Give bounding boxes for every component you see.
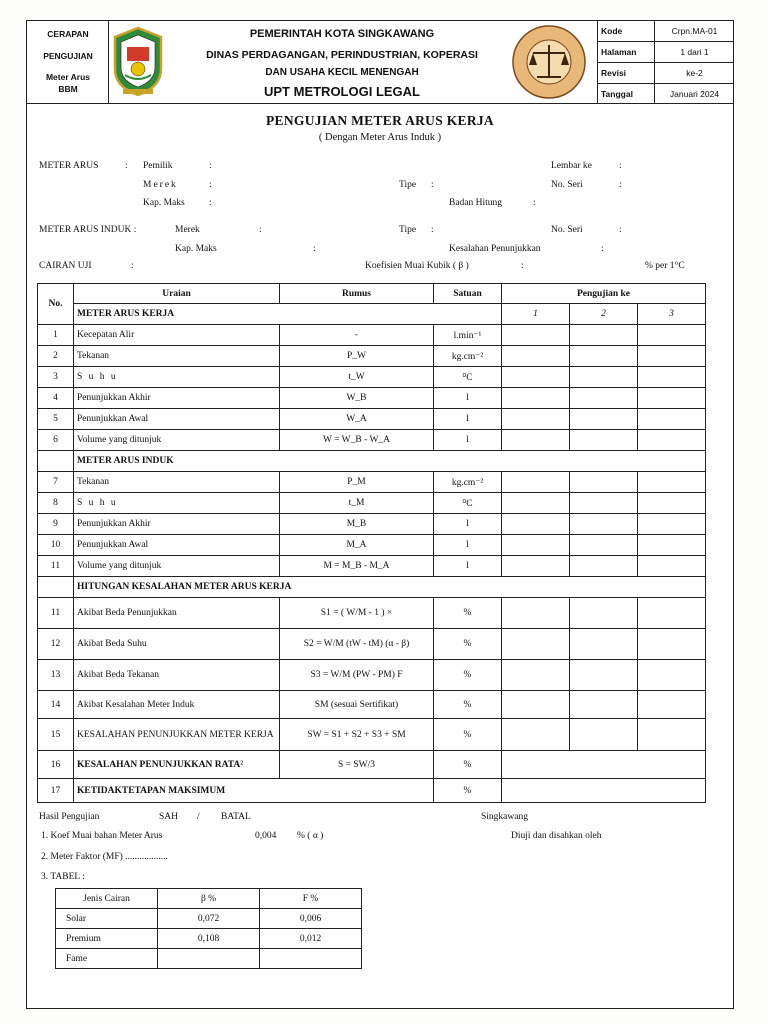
- colon: :: [533, 198, 536, 208]
- sah-option[interactable]: SAH: [159, 812, 179, 822]
- merek-label: Merek: [143, 180, 178, 190]
- cell-trial-3[interactable]: [638, 629, 706, 660]
- kesalahan-penunjukkan-label: Kesalahan Penunjukkan: [449, 244, 541, 254]
- row-uraian: Volume yang ditunjuk: [74, 556, 280, 577]
- row-rumus: W_A: [280, 409, 434, 430]
- fluid-header: F %: [260, 889, 362, 909]
- row-uraian: Volume yang ditunjuk: [74, 430, 280, 451]
- fluid-beta: 0,108: [158, 929, 260, 949]
- form-type-box: [27, 21, 109, 103]
- row-rumus: S = SW/3: [280, 751, 434, 779]
- cell-trial-1[interactable]: [502, 556, 570, 577]
- row-satuan: %: [434, 598, 502, 629]
- cell-trial-3[interactable]: [638, 388, 706, 409]
- cell-trial-3[interactable]: [638, 660, 706, 691]
- row-rumus: S2 = W/M (tW - tM) (α - β): [280, 629, 434, 660]
- section-meter-arus-kerja: METER ARUS KERJA: [74, 304, 502, 325]
- table-row: [38, 325, 706, 346]
- organization-block: [177, 21, 507, 103]
- page-title: PENGUJIAN METER ARUS KERJA: [266, 113, 494, 128]
- row-satuan: ⁰C: [434, 493, 502, 514]
- row-rumus: t_W: [280, 367, 434, 388]
- row-uraian: Tekanan: [74, 346, 280, 367]
- row-rumus: P_M: [280, 472, 434, 493]
- test-table: [37, 283, 706, 803]
- table-row: [38, 719, 706, 751]
- row-uraian: Penunjukkan Akhir: [74, 388, 280, 409]
- colon: :: [619, 161, 622, 171]
- meter-arus-induk-label: METER ARUS INDUK :: [39, 225, 137, 235]
- row-no: 6: [38, 430, 74, 451]
- tipe-label: Tipe: [399, 180, 417, 190]
- section-hitungan-kesalahan: HITUNGAN KESALAHAN METER ARUS KERJA: [74, 577, 706, 598]
- meta-key: Halaman: [598, 42, 655, 63]
- kap-maks-label: Kap. Maks: [143, 198, 185, 208]
- table-row: [38, 660, 706, 691]
- row-no: 8: [38, 493, 74, 514]
- row-no: 13: [38, 660, 74, 691]
- row-rumus: SW = S1 + S2 + S3 + SM: [280, 719, 434, 751]
- cell-trial-1[interactable]: [502, 430, 570, 451]
- lembar-ke-label: Lembar ke: [551, 161, 592, 171]
- table-row: [38, 629, 706, 660]
- row-no: 2: [38, 346, 74, 367]
- fluid-name: Fame: [56, 949, 158, 969]
- meta-value: Crpn.MA-01: [655, 21, 735, 42]
- row-rumus: SM (sesuai Sertifikat): [280, 691, 434, 719]
- colon: :: [313, 244, 316, 254]
- trial-1-header: 1: [502, 304, 570, 325]
- cell-trial-2[interactable]: [570, 535, 638, 556]
- cell-trial-3[interactable]: [638, 346, 706, 367]
- cell-trial-3[interactable]: [638, 409, 706, 430]
- tabel-label: 3. TABEL :: [41, 872, 85, 882]
- colon: :: [209, 161, 212, 171]
- cell-trial-1[interactable]: [502, 493, 570, 514]
- row-satuan: l: [434, 388, 502, 409]
- badan-hitung-label: Badan Hitung: [449, 198, 503, 208]
- batal-option[interactable]: BATAL: [221, 812, 251, 822]
- meta-value: ke-2: [655, 63, 735, 84]
- row-satuan: %: [434, 660, 502, 691]
- koef-muai-unit: % ( α ): [297, 831, 324, 841]
- cell-trial-2[interactable]: [570, 629, 638, 660]
- meta-key: Revisi: [598, 63, 655, 84]
- fluid-name: Premium: [56, 929, 158, 949]
- cell-trial-1[interactable]: [502, 535, 570, 556]
- org-department: DINAS PERDAGANGAN, PERINDUSTRIAN, KOPERASI: [206, 49, 478, 61]
- table-row: [38, 598, 706, 629]
- per-degree-label: % per 1°C: [645, 261, 685, 271]
- colon: :: [431, 180, 434, 190]
- row-satuan: kg.cm⁻²: [434, 346, 502, 367]
- fluid-beta: 0,072: [158, 909, 260, 929]
- row-uraian: Akibat Beda Penunjukkan: [74, 598, 280, 629]
- row-rumus: M_A: [280, 535, 434, 556]
- row-satuan: %: [434, 629, 502, 660]
- row-satuan: l: [434, 514, 502, 535]
- form-type-line: CERAPAN: [47, 29, 89, 39]
- row-uraian: KESALAHAN PENUNJUKKAN METER KERJA: [74, 719, 280, 751]
- colon: :: [521, 261, 524, 271]
- cell-trial-2[interactable]: [570, 691, 638, 719]
- fluid-name: Solar: [56, 909, 158, 929]
- row-uraian: Kecepatan Alir: [74, 325, 280, 346]
- cell-trial-1[interactable]: [502, 409, 570, 430]
- table-row: [38, 367, 706, 388]
- cell-trial-3[interactable]: [638, 535, 706, 556]
- org-unit: UPT METROLOGI LEGAL: [264, 84, 420, 99]
- table-row: [38, 430, 706, 451]
- col-header-satuan: Satuan: [434, 284, 502, 304]
- table-row: [38, 779, 706, 803]
- row-rumus: P_W: [280, 346, 434, 367]
- row-uraian: Penunjukkan Awal: [74, 535, 280, 556]
- diuji-label: Diuji dan disahkan oleh: [511, 831, 602, 841]
- cell-trial-1[interactable]: [502, 325, 570, 346]
- row-uraian: KESALAHAN PENUNJUKKAN RATA²: [74, 751, 280, 779]
- cairan-uji-label: CAIRAN UJI: [39, 261, 92, 271]
- col-header-no: No.: [38, 284, 74, 325]
- row-no: 1: [38, 325, 74, 346]
- form-type-line: PENGUJIAN: [43, 51, 93, 61]
- row-no: 10: [38, 535, 74, 556]
- cell-trial-1[interactable]: [502, 388, 570, 409]
- row-no: 12: [38, 629, 74, 660]
- pemilik-label: Pemilik: [143, 161, 173, 171]
- table-row: [38, 691, 706, 719]
- row-no: 16: [38, 751, 74, 779]
- colon: :: [131, 261, 134, 271]
- row-rumus: W_B: [280, 388, 434, 409]
- cell-trial-2[interactable]: [570, 346, 638, 367]
- cell-trial-3[interactable]: [638, 598, 706, 629]
- cell-trial-1[interactable]: [502, 660, 570, 691]
- cell-trial-1[interactable]: [502, 691, 570, 719]
- row-rumus: M_B: [280, 514, 434, 535]
- row-rumus: S3 = W/M (PW - PM) F: [280, 660, 434, 691]
- no-seri-induk-label: No. Seri: [551, 225, 583, 235]
- cell-trial-1[interactable]: [502, 367, 570, 388]
- row-uraian: Akibat Beda Tekanan: [74, 660, 280, 691]
- table-row: [38, 409, 706, 430]
- koefisien-label: Koefisien Muai Kubik ( β ): [365, 261, 469, 271]
- cell-trial-1[interactable]: [502, 719, 570, 751]
- colon: :: [125, 161, 128, 171]
- table-row: [38, 388, 706, 409]
- meta-value: 1 dari 1: [655, 42, 735, 63]
- row-satuan: kg.cm⁻²: [434, 472, 502, 493]
- col-header-pengujian: Pengujian ke: [502, 284, 706, 304]
- kap-maks-induk-label: Kap. Maks: [175, 244, 217, 254]
- row-no: 7: [38, 472, 74, 493]
- row-uraian: S u h u: [74, 367, 280, 388]
- meter-arus-label: METER ARUS: [39, 161, 99, 171]
- row-no: 9: [38, 514, 74, 535]
- row-satuan: l: [434, 430, 502, 451]
- cell-trial-2[interactable]: [570, 430, 638, 451]
- org-department-2: DAN USAHA KECIL MENENGAH: [265, 67, 419, 78]
- row-no: 11: [38, 556, 74, 577]
- colon: :: [619, 225, 622, 235]
- fluid-header: β %: [158, 889, 260, 909]
- row-satuan: l: [434, 409, 502, 430]
- meta-value: Januari 2024: [669, 89, 720, 99]
- row-rumus: -: [280, 325, 434, 346]
- meter-faktor-label: 2. Meter Faktor (MF) ..................: [41, 852, 168, 862]
- document-control-table: [597, 21, 733, 103]
- row-uraian: Penunjukkan Awal: [74, 409, 280, 430]
- cell-trial-3[interactable]: [638, 514, 706, 535]
- koef-muai-label: 1. Koef Muai bahan Meter Arus: [41, 831, 163, 841]
- cell-result[interactable]: [502, 751, 706, 779]
- cell-trial-3[interactable]: [638, 493, 706, 514]
- colon: :: [431, 225, 434, 235]
- cell-trial-2[interactable]: [570, 409, 638, 430]
- cell-trial-2[interactable]: [570, 472, 638, 493]
- cell-trial-2[interactable]: [570, 367, 638, 388]
- meta-key: Tanggal: [598, 84, 655, 105]
- cell-trial-2[interactable]: [570, 598, 638, 629]
- fluid-beta[interactable]: [158, 949, 260, 969]
- cell-trial-3[interactable]: [638, 367, 706, 388]
- section-meter-arus-induk: METER ARUS INDUK: [74, 451, 706, 472]
- table-row: [38, 346, 706, 367]
- colon: :: [259, 225, 262, 235]
- row-uraian: Akibat Beda Suhu: [74, 629, 280, 660]
- row-satuan: %: [434, 751, 502, 779]
- row-satuan: ⁰C: [434, 367, 502, 388]
- row-rumus: M = M_B - M_A: [280, 556, 434, 577]
- table-row: [38, 514, 706, 535]
- row-uraian: S u h u: [74, 493, 280, 514]
- row-satuan: %: [434, 719, 502, 751]
- row-no: 11: [38, 598, 74, 629]
- cell-trial-3[interactable]: [638, 719, 706, 751]
- row-rumus: W = W_B - W_A: [280, 430, 434, 451]
- trial-3-header: 3: [638, 304, 706, 325]
- row-uraian: Tekanan: [74, 472, 280, 493]
- cell-trial-3[interactable]: [638, 472, 706, 493]
- row-no: 5: [38, 409, 74, 430]
- letterhead: [27, 21, 733, 104]
- cell-trial-1[interactable]: [502, 629, 570, 660]
- fluid-table: [55, 888, 362, 969]
- koef-muai-value: 0,004: [255, 831, 277, 841]
- city-label: Singkawang: [481, 812, 528, 822]
- city-emblem-icon: [111, 25, 165, 97]
- cell-trial-2[interactable]: [570, 660, 638, 691]
- table-row: [38, 751, 706, 779]
- colon: :: [209, 198, 212, 208]
- table-row: [38, 493, 706, 514]
- slash: /: [197, 812, 200, 822]
- merek-induk-label: Merek: [175, 225, 200, 235]
- cell-result[interactable]: [502, 779, 706, 803]
- cell-trial-3[interactable]: [638, 556, 706, 577]
- colon: :: [619, 180, 622, 190]
- cell-trial-3[interactable]: [638, 691, 706, 719]
- page-subtitle: ( Dengan Meter Arus Induk ): [318, 132, 442, 143]
- fluid-f: 0,006: [260, 909, 362, 929]
- cell-trial-1[interactable]: [502, 472, 570, 493]
- row-uraian: Akibat Kesalahan Meter Induk: [74, 691, 280, 719]
- trial-2-header: 2: [570, 304, 638, 325]
- row-satuan: l: [434, 556, 502, 577]
- cell-trial-2[interactable]: [570, 514, 638, 535]
- col-header-rumus: Rumus: [280, 284, 434, 304]
- org-government: PEMERINTAH KOTA SINGKAWANG: [249, 28, 435, 40]
- fluid-f: 0,012: [260, 929, 362, 949]
- row-satuan: l: [434, 535, 502, 556]
- row-no: 14: [38, 691, 74, 719]
- cell-trial-1[interactable]: [502, 346, 570, 367]
- table-row: [38, 535, 706, 556]
- form-type-line: BBM: [58, 84, 78, 94]
- row-satuan: %: [434, 779, 502, 803]
- row-uraian: KETIDAKTETAPAN MAKSIMUM: [74, 779, 434, 803]
- row-no: 17: [38, 779, 74, 803]
- row-satuan: l.min⁻¹: [434, 325, 502, 346]
- row-uraian: Penunjukkan Akhir: [74, 514, 280, 535]
- row-no: 3: [38, 367, 74, 388]
- cell-trial-2[interactable]: [570, 325, 638, 346]
- row-no: 15: [38, 719, 74, 751]
- row-satuan: %: [434, 691, 502, 719]
- cell-trial-3[interactable]: [638, 325, 706, 346]
- form-sheet: [26, 20, 734, 1009]
- cell-trial-2[interactable]: [570, 719, 638, 751]
- col-header-uraian: Uraian: [74, 284, 280, 304]
- cell-trial-1[interactable]: [502, 598, 570, 629]
- fluid-f[interactable]: [260, 949, 362, 969]
- cell-trial-3[interactable]: [638, 430, 706, 451]
- form-type-line: Meter Arus: [45, 72, 91, 82]
- consumer-protection-seal-icon: [509, 23, 589, 101]
- table-row: [38, 472, 706, 493]
- row-rumus: t_M: [280, 493, 434, 514]
- fluid-header: Jenis Cairan: [56, 889, 158, 909]
- row-no: 4: [38, 388, 74, 409]
- table-row: [38, 556, 706, 577]
- row-rumus: S1 = ( W/M - 1 ) ×: [280, 598, 434, 629]
- colon: :: [209, 180, 212, 190]
- hasil-pengujian-label: Hasil Pengujian: [39, 812, 100, 822]
- colon: :: [601, 244, 604, 254]
- no-seri-label: No. Seri: [551, 180, 583, 190]
- cell-trial-2[interactable]: [570, 493, 638, 514]
- meta-key: Kode: [598, 21, 655, 42]
- tipe-induk-label: Tipe: [399, 225, 417, 235]
- cell-trial-2[interactable]: [570, 556, 638, 577]
- cell-trial-2[interactable]: [570, 388, 638, 409]
- cell-trial-1[interactable]: [502, 514, 570, 535]
